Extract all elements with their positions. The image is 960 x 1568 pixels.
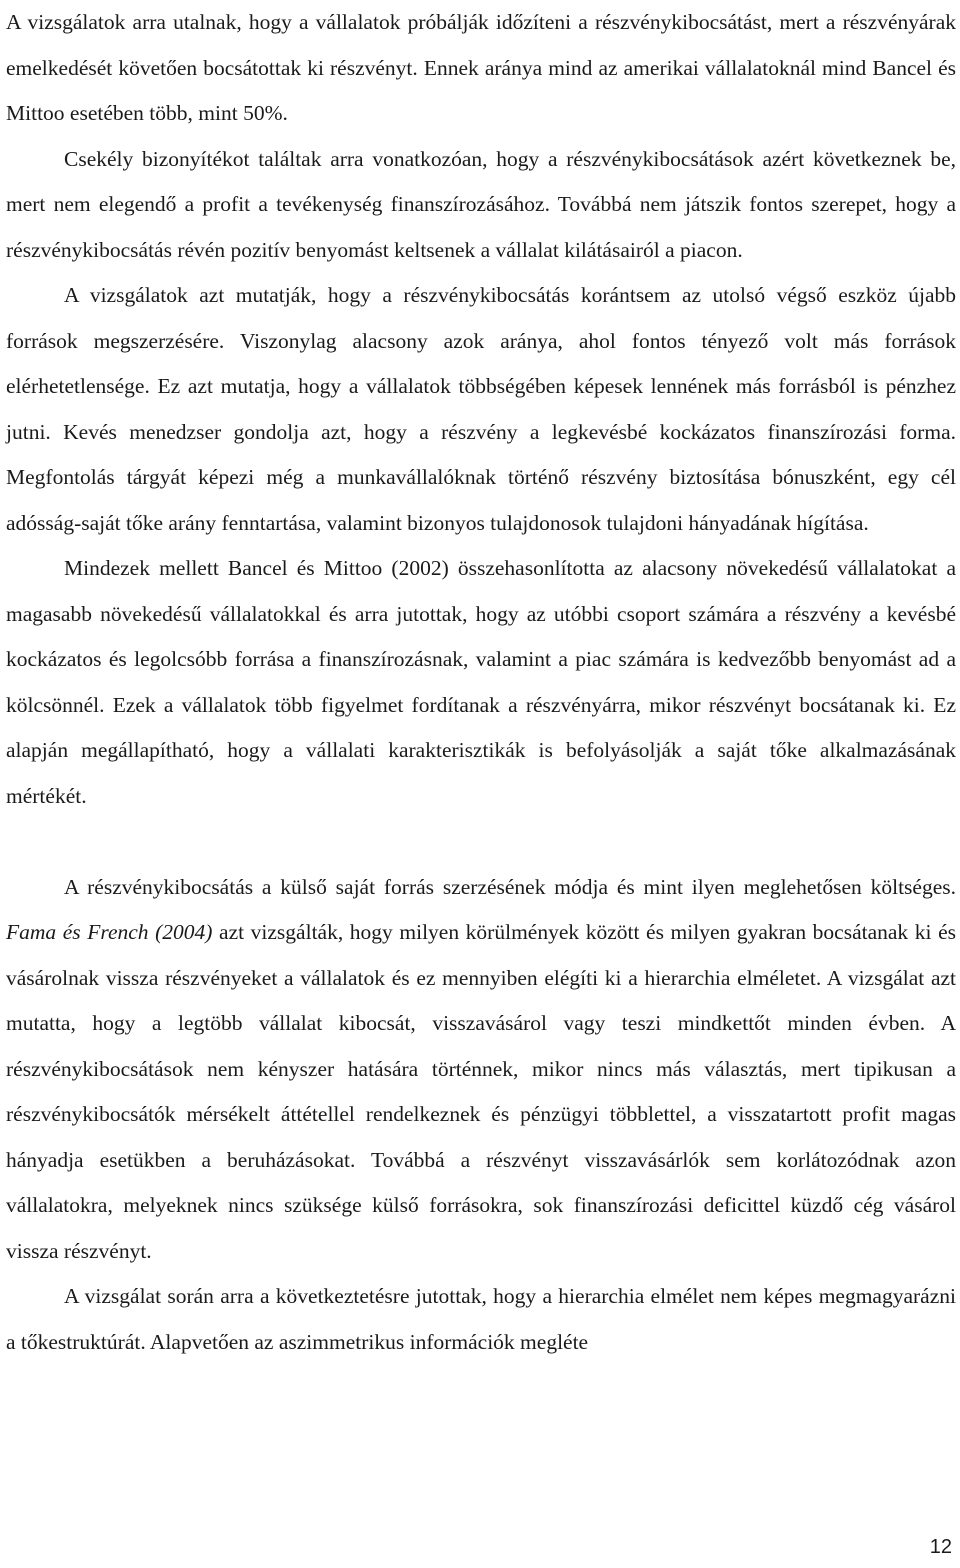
paragraph-timing: A vizsgálatok arra utalnak, hogy a vállalatok próbálják időzíteni a részvénykibocsátást, mert a részvényárak emelkedését követően bocsátottak ki részvényt. Ennek aránya mind az amerikai vállalatoknál mind Bancel és Mittoo esetében több, mint 50%. [6, 10, 956, 125]
document-page [6, 0, 956, 1365]
page-number: 12 [929, 1536, 952, 1558]
paragraph-profit: Csekély bizonyítékot találtak arra vonatkozóan, hogy a részvénykibocsátások azért következnek be, mert nem elegendő a profit a tevékenység finanszírozásához. Továbbá nem játszik fontos szerepet, hogy a részvénykibocsátás révén pozitív benyomást keltsenek a vállalat kilátásairól a piacon. [6, 146, 956, 262]
paragraph-conclusion: A vizsgálat során arra a következtetésre jutottak, hogy a hierarchia elmélet nem képes megmagyarázni a tőkestruktúrát. Alapvetően az aszimmetrikus információk megléte [6, 1284, 956, 1354]
paragraph-last-resort: A vizsgálatok azt mutatják, hogy a részvénykibocsátás korántsem az utolsó végső eszköz újabb források megszerzésére. Viszonylag alacsony azok aránya, ahol fontos tényező volt más források elérhetetlensége. Ez azt mutatja, hogy a vállalatok többségében képesek lennének más forrásból is pénzhez jutni. Kevés menedzser gondolja azt, hogy a részvény a legkevésbé kockázatos finanszírozási forma. Megfontolás tárgyát képezi még a munkavállalóknak történő részvény biztosítása bónuszként, egy cél adósság-saját tőke arány fenntartása, valamint bizonyos tulajdonosok tulajdoni hányadának hígítása. [6, 283, 956, 535]
fama-french-text-after: azt vizsgálták, hogy milyen körülmények között és milyen gyakran bocsátanak ki és vásárolnak vissza részvényeket a vállalatok és ez mennyiben elégíti ki a hierarchia elméletet. A vizsgálat azt mutatta, hogy a legtöbb vállalat kibocsát, visszavásárol vagy teszi mindkettőt minden évben. A részvénykibocsátások nem kényszer hatására történnek, mikor nincs más választás, mert tipikusan a részvénykibocsátók mérsékelt áttétellel rendelkeznek és pénzügyi többlettel, a visszatartott profit magas hányadja esetükben a beruházásokat. Továbbá a részvényt visszavásárlók sem korlátozódnak azon vállalatokra, melyeknek nincs szüksége külső forrásokra, sok finanszírozási deficittel küzdő cég vásárol vissza részvényt. [6, 920, 956, 1263]
citation-fama-french: Fama és French (2004) [6, 920, 213, 944]
paragraph-growth-comparison: Mindezek mellett Bancel és Mittoo (2002) összehasonlította az alacsony növekedésű vállalatokat a magasabb növekedésű vállalatokkal és arra jutottak, hogy az utóbbi csoport számára a részvény a kevésbé kockázatos és legolcsóbb forrása a finanszírozásnak, valamint a piac számára is kedvezőbb benyomást ad a kölcsönnél. Ezek a vállalatok több figyelmet fordítanak a részvényárra, mikor részvényt bocsátanak ki. Ez alapján megállapítható, hogy a vállalati karakterisztikák is befolyásolják a saját tőke alkalmazásának mértékét. [6, 556, 956, 808]
fama-french-text-before: A részvénykibocsátás a külső saját forrás szerzésének módja és mint ilyen meglehetősen költséges. [64, 874, 956, 899]
paragraph-fama-french [6, 865, 956, 1275]
